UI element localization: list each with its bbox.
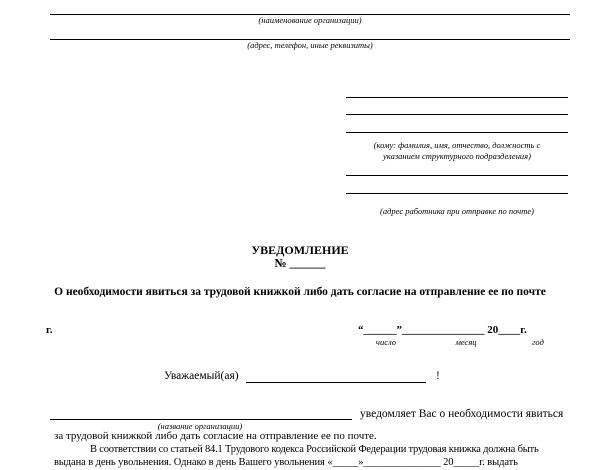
notice-subject: О необходимости явиться за трудовой книжкой либо дать согласие на отправление ее по почте (54, 286, 546, 298)
mail-address-line-2 (346, 193, 568, 194)
recipient-line-1 (346, 97, 568, 98)
notifies-text: уведомляет Вас о необходимости явиться (360, 408, 564, 420)
org-name-body-line (50, 419, 352, 420)
org-address-caption: (адрес, телефон, иные реквизиты) (247, 40, 373, 50)
mail-address-caption: (адрес работника при отправке по почте) (380, 206, 534, 216)
notice-date: “______”_______________ 20____г. (358, 324, 527, 336)
recipient-caption-line-1: (кому: фамилия, имя, отчество, должность с (373, 140, 541, 150)
body-line-4: выдана в день увольнения. Однако в день Вашего увольнения «_____»_______________ 20_____г. выдать (54, 457, 518, 468)
city-suffix: г. (46, 324, 53, 336)
month-caption: месяц (455, 337, 477, 347)
greeting: Уважаемый(ая) (164, 370, 239, 382)
recipient-name-line (246, 382, 426, 383)
org-name-body-caption: (название организации) (157, 421, 243, 431)
greeting-exclamation: ! (436, 370, 440, 382)
body-line-3: В соответствии со статьей 84.1 Трудового кодекса Российской Федерации трудовая книжка должна быть (90, 444, 539, 455)
notice-number: № ______ (274, 256, 326, 270)
day-caption: число (375, 337, 397, 347)
org-name-caption: (наименование организации) (258, 15, 362, 25)
recipient-caption-line-2: указанием структурного подразделения) (383, 151, 531, 161)
notice-title: УВЕДОМЛЕНИЕ (251, 243, 349, 257)
mail-address-line-1 (346, 175, 568, 176)
year-caption: год (532, 337, 544, 347)
recipient-line-2 (346, 114, 568, 115)
recipient-line-3 (346, 132, 568, 133)
body-line-2: за трудовой книжкой либо дать согласие на отправление ее по почте. (54, 430, 377, 442)
